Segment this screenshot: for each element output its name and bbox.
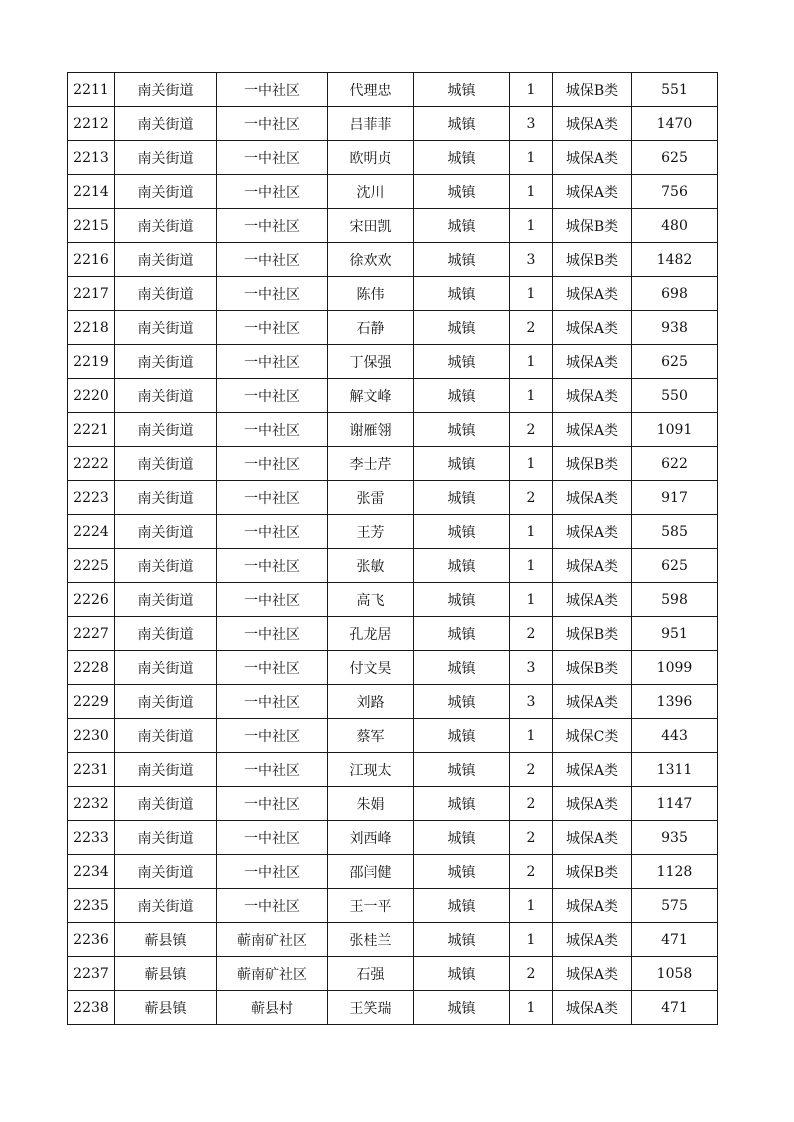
area-type-cell: 城镇 — [414, 753, 510, 787]
area-type-cell: 城镇 — [414, 855, 510, 889]
row-number-cell: 2235 — [68, 889, 115, 923]
household-count-cell: 1 — [510, 141, 553, 175]
amount-cell: 1311 — [632, 753, 718, 787]
subdistrict-cell: 南关街道 — [115, 277, 217, 311]
amount-cell: 917 — [632, 481, 718, 515]
name-cell: 刘西峰 — [328, 821, 414, 855]
household-count-cell: 1 — [510, 991, 553, 1025]
row-number-cell: 2219 — [68, 345, 115, 379]
area-type-cell: 城镇 — [414, 447, 510, 481]
subdistrict-cell: 南关街道 — [115, 447, 217, 481]
row-number-cell: 2211 — [68, 73, 115, 107]
household-count-cell: 1 — [510, 515, 553, 549]
area-type-cell: 城镇 — [414, 209, 510, 243]
household-count-cell: 2 — [510, 413, 553, 447]
row-number-cell: 2223 — [68, 481, 115, 515]
category-cell: 城保C类 — [553, 719, 632, 753]
name-cell: 王一平 — [328, 889, 414, 923]
household-count-cell: 1 — [510, 583, 553, 617]
area-type-cell: 城镇 — [414, 243, 510, 277]
household-count-cell: 2 — [510, 957, 553, 991]
row-number-cell: 2212 — [68, 107, 115, 141]
row-number-cell: 2236 — [68, 923, 115, 957]
name-cell: 徐欢欢 — [328, 243, 414, 277]
table-row — [68, 583, 718, 617]
table-row — [68, 617, 718, 651]
amount-cell: 1091 — [632, 413, 718, 447]
area-type-cell: 城镇 — [414, 311, 510, 345]
subdistrict-cell: 蕲县镇 — [115, 923, 217, 957]
community-cell: 一中社区 — [217, 141, 328, 175]
row-number-cell: 2230 — [68, 719, 115, 753]
household-count-cell: 1 — [510, 447, 553, 481]
amount-cell: 480 — [632, 209, 718, 243]
table-row — [68, 719, 718, 753]
area-type-cell: 城镇 — [414, 787, 510, 821]
name-cell: 宋田凯 — [328, 209, 414, 243]
name-cell: 孔龙居 — [328, 617, 414, 651]
name-cell: 王芳 — [328, 515, 414, 549]
amount-cell: 1396 — [632, 685, 718, 719]
records-body — [68, 73, 718, 1025]
subdistrict-cell: 南关街道 — [115, 719, 217, 753]
category-cell: 城保A类 — [553, 277, 632, 311]
household-count-cell: 1 — [510, 73, 553, 107]
community-cell: 一中社区 — [217, 617, 328, 651]
name-cell: 丁保强 — [328, 345, 414, 379]
table-row — [68, 243, 718, 277]
subdistrict-cell: 南关街道 — [115, 549, 217, 583]
household-count-cell: 2 — [510, 753, 553, 787]
table-row — [68, 413, 718, 447]
community-cell: 一中社区 — [217, 821, 328, 855]
table-row — [68, 923, 718, 957]
community-cell: 一中社区 — [217, 651, 328, 685]
community-cell: 一中社区 — [217, 413, 328, 447]
community-cell: 一中社区 — [217, 345, 328, 379]
community-cell: 一中社区 — [217, 311, 328, 345]
name-cell: 刘路 — [328, 685, 414, 719]
subdistrict-cell: 南关街道 — [115, 243, 217, 277]
row-number-cell: 2228 — [68, 651, 115, 685]
amount-cell: 1482 — [632, 243, 718, 277]
subdistrict-cell: 南关街道 — [115, 787, 217, 821]
category-cell: 城保A类 — [553, 345, 632, 379]
subdistrict-cell: 南关街道 — [115, 651, 217, 685]
name-cell: 蔡军 — [328, 719, 414, 753]
subdistrict-cell: 南关街道 — [115, 73, 217, 107]
household-count-cell: 1 — [510, 379, 553, 413]
name-cell: 代理忠 — [328, 73, 414, 107]
row-number-cell: 2237 — [68, 957, 115, 991]
category-cell: 城保A类 — [553, 413, 632, 447]
subdistrict-cell: 蕲县镇 — [115, 957, 217, 991]
amount-cell: 625 — [632, 549, 718, 583]
community-cell: 蕲南矿社区 — [217, 923, 328, 957]
category-cell: 城保A类 — [553, 175, 632, 209]
table-row — [68, 991, 718, 1025]
community-cell: 一中社区 — [217, 243, 328, 277]
subdistrict-cell: 南关街道 — [115, 889, 217, 923]
amount-cell: 622 — [632, 447, 718, 481]
table-row — [68, 447, 718, 481]
area-type-cell: 城镇 — [414, 821, 510, 855]
household-count-cell: 2 — [510, 787, 553, 821]
community-cell: 一中社区 — [217, 277, 328, 311]
subdistrict-cell: 南关街道 — [115, 107, 217, 141]
subdistrict-cell: 南关街道 — [115, 413, 217, 447]
row-number-cell: 2214 — [68, 175, 115, 209]
community-cell: 一中社区 — [217, 855, 328, 889]
table-row — [68, 379, 718, 413]
amount-cell: 1470 — [632, 107, 718, 141]
category-cell: 城保B类 — [553, 651, 632, 685]
household-count-cell: 2 — [510, 481, 553, 515]
table-row — [68, 957, 718, 991]
amount-cell: 471 — [632, 991, 718, 1025]
area-type-cell: 城镇 — [414, 73, 510, 107]
area-type-cell: 城镇 — [414, 923, 510, 957]
subdistrict-cell: 南关街道 — [115, 379, 217, 413]
category-cell: 城保B类 — [553, 243, 632, 277]
name-cell: 吕菲菲 — [328, 107, 414, 141]
table-row — [68, 821, 718, 855]
row-number-cell: 2218 — [68, 311, 115, 345]
community-cell: 一中社区 — [217, 515, 328, 549]
name-cell: 石强 — [328, 957, 414, 991]
table-row — [68, 209, 718, 243]
subdistrict-cell: 南关街道 — [115, 481, 217, 515]
area-type-cell: 城镇 — [414, 515, 510, 549]
amount-cell: 443 — [632, 719, 718, 753]
row-number-cell: 2231 — [68, 753, 115, 787]
name-cell: 付文昊 — [328, 651, 414, 685]
amount-cell: 1058 — [632, 957, 718, 991]
table-row — [68, 855, 718, 889]
name-cell: 谢雁翎 — [328, 413, 414, 447]
table-row — [68, 277, 718, 311]
row-number-cell: 2232 — [68, 787, 115, 821]
name-cell: 张雷 — [328, 481, 414, 515]
row-number-cell: 2215 — [68, 209, 115, 243]
community-cell: 一中社区 — [217, 719, 328, 753]
amount-cell: 756 — [632, 175, 718, 209]
row-number-cell: 2221 — [68, 413, 115, 447]
category-cell: 城保A类 — [553, 583, 632, 617]
community-cell: 一中社区 — [217, 447, 328, 481]
name-cell: 张桂兰 — [328, 923, 414, 957]
table-row — [68, 73, 718, 107]
category-cell: 城保B类 — [553, 209, 632, 243]
amount-cell: 625 — [632, 345, 718, 379]
row-number-cell: 2220 — [68, 379, 115, 413]
category-cell: 城保B类 — [553, 73, 632, 107]
amount-cell: 1099 — [632, 651, 718, 685]
community-cell: 一中社区 — [217, 379, 328, 413]
row-number-cell: 2234 — [68, 855, 115, 889]
household-count-cell: 1 — [510, 719, 553, 753]
community-cell: 一中社区 — [217, 685, 328, 719]
row-number-cell: 2217 — [68, 277, 115, 311]
subdistrict-cell: 南关街道 — [115, 583, 217, 617]
area-type-cell: 城镇 — [414, 685, 510, 719]
community-cell: 一中社区 — [217, 73, 328, 107]
household-count-cell: 1 — [510, 175, 553, 209]
name-cell: 邵闫健 — [328, 855, 414, 889]
household-count-cell: 2 — [510, 617, 553, 651]
area-type-cell: 城镇 — [414, 379, 510, 413]
amount-cell: 625 — [632, 141, 718, 175]
table-row — [68, 515, 718, 549]
community-cell: 一中社区 — [217, 209, 328, 243]
subdistrict-cell: 南关街道 — [115, 141, 217, 175]
area-type-cell: 城镇 — [414, 889, 510, 923]
category-cell: 城保B类 — [553, 617, 632, 651]
area-type-cell: 城镇 — [414, 413, 510, 447]
name-cell: 张敏 — [328, 549, 414, 583]
subdistrict-cell: 南关街道 — [115, 209, 217, 243]
row-number-cell: 2227 — [68, 617, 115, 651]
area-type-cell: 城镇 — [414, 277, 510, 311]
subdistrict-cell: 南关街道 — [115, 515, 217, 549]
table-row — [68, 107, 718, 141]
row-number-cell: 2222 — [68, 447, 115, 481]
category-cell: 城保B类 — [553, 447, 632, 481]
area-type-cell: 城镇 — [414, 583, 510, 617]
area-type-cell: 城镇 — [414, 617, 510, 651]
area-type-cell: 城镇 — [414, 549, 510, 583]
household-count-cell: 1 — [510, 889, 553, 923]
area-type-cell: 城镇 — [414, 141, 510, 175]
table-row — [68, 787, 718, 821]
category-cell: 城保A类 — [553, 787, 632, 821]
table-row — [68, 141, 718, 175]
name-cell: 石静 — [328, 311, 414, 345]
category-cell: 城保A类 — [553, 957, 632, 991]
subdistrict-cell: 南关街道 — [115, 855, 217, 889]
table-row — [68, 889, 718, 923]
row-number-cell: 2233 — [68, 821, 115, 855]
category-cell: 城保A类 — [553, 685, 632, 719]
area-type-cell: 城镇 — [414, 991, 510, 1025]
table-row — [68, 175, 718, 209]
table-row — [68, 311, 718, 345]
household-count-cell: 2 — [510, 821, 553, 855]
subdistrict-cell: 南关街道 — [115, 753, 217, 787]
community-cell: 一中社区 — [217, 889, 328, 923]
table-row — [68, 685, 718, 719]
community-cell: 一中社区 — [217, 583, 328, 617]
category-cell: 城保A类 — [553, 549, 632, 583]
amount-cell: 551 — [632, 73, 718, 107]
subdistrict-cell: 南关街道 — [115, 345, 217, 379]
row-number-cell: 2225 — [68, 549, 115, 583]
category-cell: 城保A类 — [553, 821, 632, 855]
subdistrict-cell: 南关街道 — [115, 175, 217, 209]
area-type-cell: 城镇 — [414, 651, 510, 685]
area-type-cell: 城镇 — [414, 957, 510, 991]
table-row — [68, 753, 718, 787]
category-cell: 城保A类 — [553, 889, 632, 923]
table-row — [68, 345, 718, 379]
name-cell: 解文峰 — [328, 379, 414, 413]
amount-cell: 698 — [632, 277, 718, 311]
name-cell: 陈伟 — [328, 277, 414, 311]
area-type-cell: 城镇 — [414, 481, 510, 515]
community-cell: 蕲县村 — [217, 991, 328, 1025]
category-cell: 城保A类 — [553, 481, 632, 515]
row-number-cell: 2238 — [68, 991, 115, 1025]
subdistrict-cell: 南关街道 — [115, 617, 217, 651]
amount-cell: 1128 — [632, 855, 718, 889]
category-cell: 城保A类 — [553, 753, 632, 787]
household-count-cell: 3 — [510, 651, 553, 685]
household-count-cell: 3 — [510, 107, 553, 141]
category-cell: 城保A类 — [553, 141, 632, 175]
community-cell: 一中社区 — [217, 481, 328, 515]
row-number-cell: 2229 — [68, 685, 115, 719]
row-number-cell: 2213 — [68, 141, 115, 175]
household-count-cell: 1 — [510, 277, 553, 311]
row-number-cell: 2216 — [68, 243, 115, 277]
household-count-cell: 1 — [510, 345, 553, 379]
amount-cell: 598 — [632, 583, 718, 617]
category-cell: 城保B类 — [553, 855, 632, 889]
area-type-cell: 城镇 — [414, 107, 510, 141]
household-count-cell: 1 — [510, 209, 553, 243]
name-cell: 王笑瑞 — [328, 991, 414, 1025]
table-row — [68, 651, 718, 685]
household-count-cell: 1 — [510, 923, 553, 957]
name-cell: 欧明贞 — [328, 141, 414, 175]
community-cell: 一中社区 — [217, 549, 328, 583]
community-cell: 一中社区 — [217, 753, 328, 787]
amount-cell: 471 — [632, 923, 718, 957]
name-cell: 沈川 — [328, 175, 414, 209]
category-cell: 城保A类 — [553, 923, 632, 957]
category-cell: 城保A类 — [553, 515, 632, 549]
subdistrict-cell: 蕲县镇 — [115, 991, 217, 1025]
table-row — [68, 481, 718, 515]
household-count-cell: 3 — [510, 243, 553, 277]
community-cell: 蕲南矿社区 — [217, 957, 328, 991]
community-cell: 一中社区 — [217, 107, 328, 141]
records-table — [67, 72, 718, 1025]
household-count-cell: 2 — [510, 855, 553, 889]
category-cell: 城保A类 — [553, 991, 632, 1025]
community-cell: 一中社区 — [217, 787, 328, 821]
community-cell: 一中社区 — [217, 175, 328, 209]
amount-cell: 951 — [632, 617, 718, 651]
table-row — [68, 549, 718, 583]
amount-cell: 585 — [632, 515, 718, 549]
name-cell: 江现太 — [328, 753, 414, 787]
subdistrict-cell: 南关街道 — [115, 685, 217, 719]
category-cell: 城保A类 — [553, 311, 632, 345]
row-number-cell: 2224 — [68, 515, 115, 549]
area-type-cell: 城镇 — [414, 345, 510, 379]
household-count-cell: 3 — [510, 685, 553, 719]
row-number-cell: 2226 — [68, 583, 115, 617]
household-count-cell: 1 — [510, 549, 553, 583]
subdistrict-cell: 南关街道 — [115, 821, 217, 855]
amount-cell: 575 — [632, 889, 718, 923]
household-count-cell: 2 — [510, 311, 553, 345]
name-cell: 朱娟 — [328, 787, 414, 821]
amount-cell: 550 — [632, 379, 718, 413]
area-type-cell: 城镇 — [414, 175, 510, 209]
category-cell: 城保A类 — [553, 379, 632, 413]
amount-cell: 1147 — [632, 787, 718, 821]
name-cell: 李士芹 — [328, 447, 414, 481]
name-cell: 高飞 — [328, 583, 414, 617]
area-type-cell: 城镇 — [414, 719, 510, 753]
category-cell: 城保A类 — [553, 107, 632, 141]
amount-cell: 935 — [632, 821, 718, 855]
amount-cell: 938 — [632, 311, 718, 345]
subdistrict-cell: 南关街道 — [115, 311, 217, 345]
